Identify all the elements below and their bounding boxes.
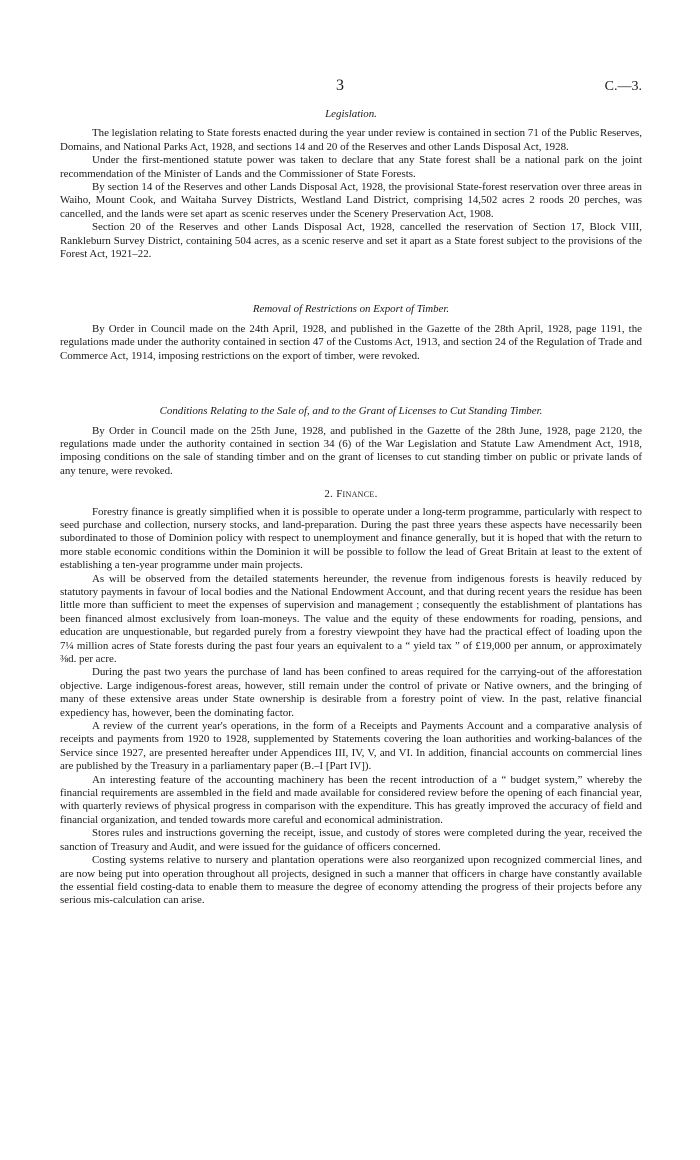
removal-section — [60, 303, 642, 363]
legislation-paragraph-1: The legislation relating to State forests enacted during the year under review is contained in section 71 of the Public Reserves, Domains, and National Parks Act, 1928, and sections 14 and 20 of the Reserves and other Lands Disposal Act, 1928. — [60, 127, 642, 153]
legislation-paragraph-4: Section 20 of the Reserves and other Lands Disposal Act, 1928, cancelled the reservation of Section 17, Block VIII, Rankleburn Survey District, containing 504 acres, as a scenic reserve and set it apart as a State forest subject to the provisions of the Forest Act, 1921–22. — [60, 221, 642, 261]
page-number: 3 — [336, 77, 344, 94]
legislation-section — [60, 108, 642, 261]
document-body — [60, 78, 642, 908]
finance-paragraph-3: During the past two years the purchase of land has been confined to areas required for the carrying-out of the afforestation objective. Large indigenous-forest areas, however, still remain under the control of private or Native owners, and the bringing of many of these extensive areas under State ownership is desirable from a forestry point of view. In the past, relative financial expediency has, however, been the dominating factor. — [60, 666, 642, 719]
document-reference: C.—3. — [604, 79, 642, 94]
finance-section — [60, 488, 642, 908]
legislation-paragraph-2: Under the first-mentioned statute power was taken to declare that any State forest shall be a national park on the joint recommendation of the Minister of Lands and the Commissioner of State Forests. — [60, 154, 642, 180]
legislation-heading: Legislation. — [325, 108, 377, 120]
finance-paragraph-2: As will be observed from the detailed statements hereunder, the revenue from indigenous forests is heavily reduced by statutory payments in favour of local bodies and the National Endowment Account, and that during recent years the residue has been little more than sufficient to meet the expenses of supervision and management ; consequently the establishment of plantations has been financed almost exclusively from loan-moneys. The value and the equity of these endowments for roading, pensions, and education are unquestionable, but regarded purely from a forestry viewpoint they have had the practical effect of loading upon the 7¼ million acres of State forests during the past four years an equivalent to a “ yield tax ” of £19,000 per annum, or approximately ⅜d. per acre. — [60, 572, 642, 665]
finance-paragraph-5: An interesting feature of the accounting machinery has been the recent introduction of a “ budget system,” whereby the financial requirements are assembled in the field and made available for considered review before the opening of each financial year, with quarterly reviews of physical progress in comparison with the expenditure. This has greatly improved the accuracy of field and financial organization, and tended towards more careful and economical administration. — [60, 773, 642, 826]
finance-paragraph-7: Costing systems relative to nursery and plantation operations were also reorganized upon recognized commercial lines, and are now being put into operation throughout all projects, designed in such a manner that officers in charge have constantly available the essential field costing-data to enable them to measure the degree of economy attending the progress of their projects before any serious mis-calculation can arise. — [60, 854, 642, 907]
finance-heading-title: Finance. — [336, 488, 378, 501]
removal-heading: Removal of Restrictions on Export of Timber. — [252, 303, 450, 316]
finance-heading-number: 2. — [324, 488, 334, 501]
finance-paragraph-1: Forestry finance is greatly simplified when it is possible to operate under a long-term programme, particularly with respect to seed purchase and collection, nursery stocks, and land-preparation. During the past three years these aspects have necessarily been subordinated to those of Dominion policy with respect to unemployment and finance generally, but it is hoped that with the return to more stable economic conditions within the Dominion it will be possible to follow the lead of Great Britain at least to the extent of establishing a ten-year programme under main projects. — [60, 505, 642, 572]
conditions-paragraph-1: By Order in Council made on the 25th June, 1928, and published in the Gazette of the 28th June, 1928, page 2120, the regulations made under the authority contained in section 34 (6) of the War Legislation and Statute Law Amendment Act, 1918, imposing conditions on the sale of standing timber and on the grant of licenses to cut standing timber on public or private lands of any tenure, were revoked. — [60, 424, 642, 477]
conditions-section — [60, 405, 642, 478]
removal-paragraph-1: By Order in Council made on the 24th April, 1928, and published in the Gazette of the 28th April, 1928, page 1191, the regulations made under the authority contained in section 47 of the Customs Act, 1913, and section 24 of the Regulation of Trade and Commerce Act, 1914, imposing restrictions on the export of timber, were revoked. — [60, 322, 642, 362]
finance-paragraph-6: Stores rules and instructions governing the receipt, issue, and custody of stores were completed during the year, received the sanction of Treasury and Audit, and were issued for the guidance of officers concerned. — [60, 827, 642, 853]
conditions-heading: Conditions Relating to the Sale of, and to the Grant of Licenses to Cut Standing Timber. — [159, 405, 543, 418]
legislation-paragraph-3: By section 14 of the Reserves and other Lands Disposal Act, 1928, the provisional State-forest reservation over three areas in Waiho, Mount Cook, and Waitaha Survey Districts, Westland Land District, comprising 14,502 acres 2 roods 20 perches, was cancelled, and the lands were set apart as scenic reserves under the Scenery Preservation Act, 1908. — [60, 181, 642, 220]
finance-heading — [60, 488, 642, 501]
finance-paragraph-4: A review of the current year's operations, in the form of a Receipts and Payments Account and a comparative analysis of receipts and payments from 1920 to 1928, supplemented by Statements covering the loan authorities and working-balances of the Service since 1927, are presented hereafter under Appendices III, IV, V, and VI. In addition, financial accounts on commercial lines are published by the Treasury in a parliamentary paper (B.–I [Part IV]). — [60, 720, 642, 773]
